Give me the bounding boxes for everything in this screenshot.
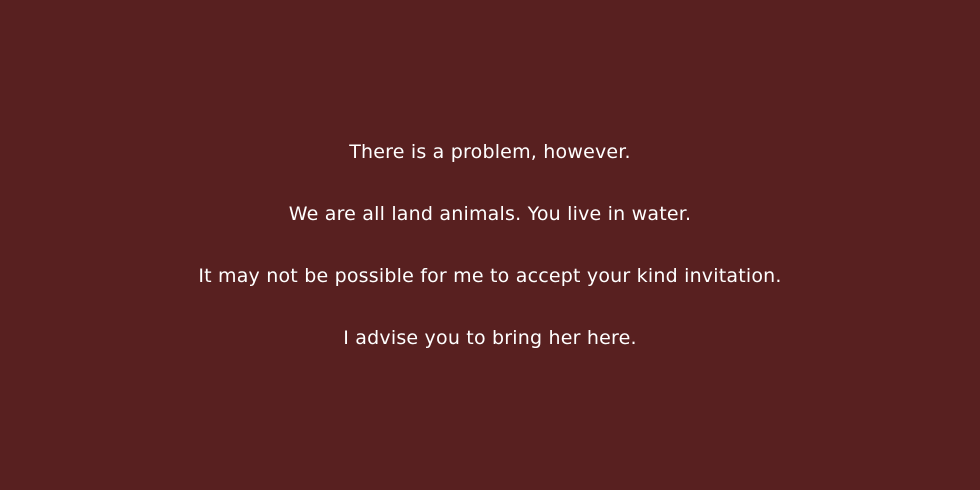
story-line-3: It may not be possible for me to accept your kind invitation. (198, 265, 782, 287)
story-line-4: I advise you to bring her here. (343, 327, 637, 349)
story-line-1: There is a problem, however. (349, 141, 631, 163)
story-line-2: We are all land animals. You live in water. (288, 203, 692, 225)
